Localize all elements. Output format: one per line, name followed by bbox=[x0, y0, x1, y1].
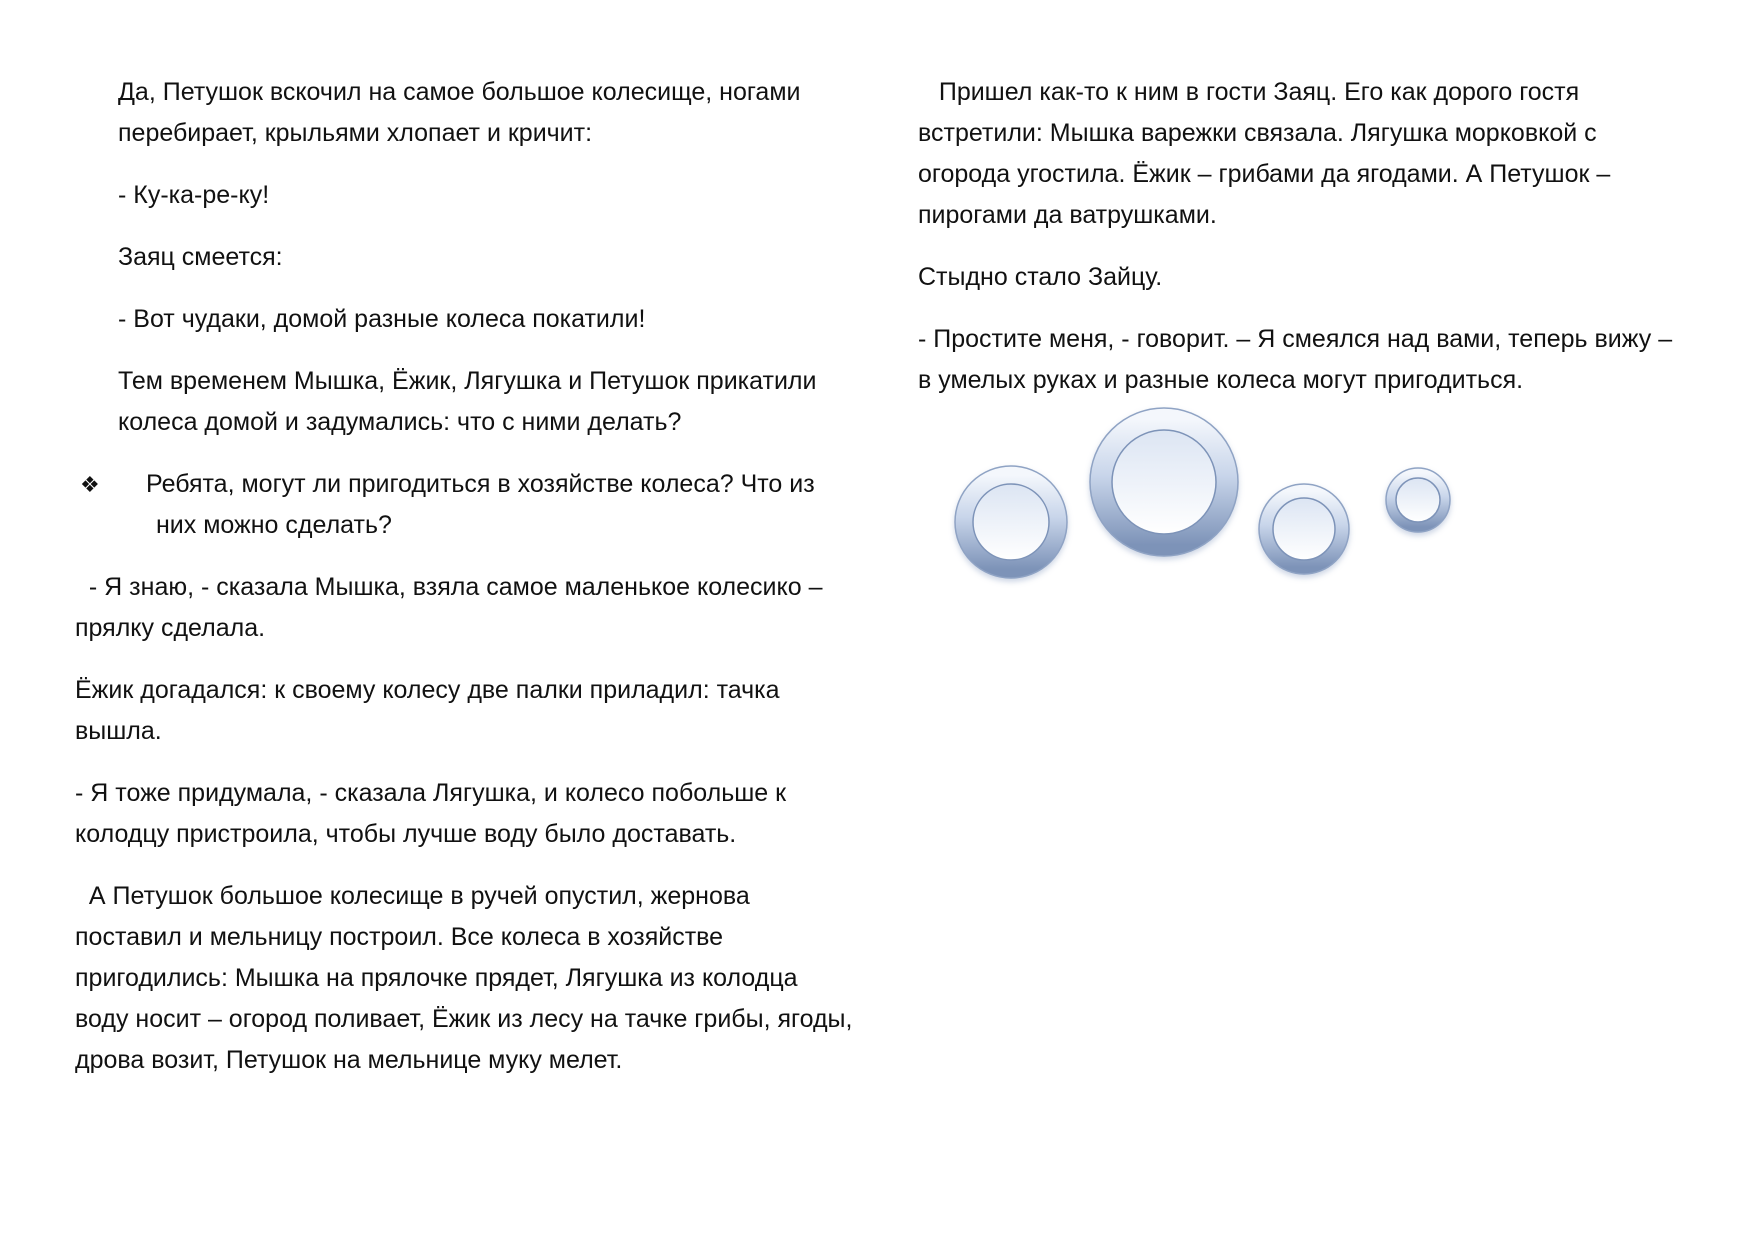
wheels-illustration bbox=[940, 398, 1520, 598]
wheel-large bbox=[1090, 408, 1238, 556]
paragraph-frog: - Я тоже придумала, - сказала Лягушка, и колесо побольше к колодцу пристроила, чтобы лучше воду было доставать. bbox=[75, 779, 787, 848]
paragraph-hare-visit: Пришел как-то к ним в гости Заяц. Его как дорого гостя встретили: Мышка варежки связала. Лягушка морковкой с огорода угостила. Ёжик – грибами да ягодами. А Петушок – пирогами да ватрушками. bbox=[918, 78, 1618, 229]
question-bullet bbox=[75, 464, 855, 546]
paragraph-rooster-mill: А Петушок большое колесище в ручей опустил, жернова поставил и мельницу построил. Все колеса в хозяйстве пригодились: Мышка на прялочке прядет, Лягушка из колодца воду носит – огород поливает, Ёжик из лесу на тачке грибы, ягоды, дрова возит, Петушок на мельнице муку мелет. bbox=[75, 882, 860, 1074]
diamond-bullet-icon: ❖ bbox=[80, 472, 100, 497]
paragraph-hare-ashamed: Стыдно стало Зайцу. bbox=[918, 263, 1163, 291]
right-column bbox=[918, 72, 1678, 422]
wheel-small bbox=[1386, 468, 1450, 532]
paragraph-mouse: - Я знаю, - сказала Мышка, взяла самое маленькое колесико – прялку сделала. bbox=[75, 573, 830, 642]
left-column bbox=[75, 72, 860, 1102]
bullet-question-text: Ребята, могут ли пригодиться в хозяйстве колеса? Что из них можно сделать? bbox=[146, 470, 815, 539]
paragraph-meanwhile: Тем временем Мышка, Ёжик, Лягушка и Петушок прикатили колеса домой и задумались: что с ними делать? bbox=[118, 367, 817, 436]
wheel-medium-right bbox=[1259, 484, 1349, 574]
paragraph-weirdos: - Вот чудаки, домой разные колеса покатили! bbox=[118, 305, 646, 333]
paragraph-cock-a-doodle: - Ку-ка-ре-ку! bbox=[118, 181, 270, 209]
paragraph-hare-apology: - Простите меня, - говорит. – Я смеялся над вами, теперь вижу – в умелых руках и разные колеса могут пригодиться. bbox=[918, 325, 1673, 394]
wheel-medium-left bbox=[955, 466, 1067, 578]
paragraph-hedgehog: Ёжик догадался: к своему колесу две палки приладил: тачка вышла. bbox=[75, 676, 780, 745]
paragraph-rooster-jumped: Да, Петушок вскочил на самое большое колесище, ногами перебирает, крыльями хлопает и кричит: bbox=[118, 78, 801, 147]
four-wheels-icon bbox=[940, 398, 1520, 598]
paragraph-hare-laughs: Заяц смеется: bbox=[118, 243, 283, 271]
